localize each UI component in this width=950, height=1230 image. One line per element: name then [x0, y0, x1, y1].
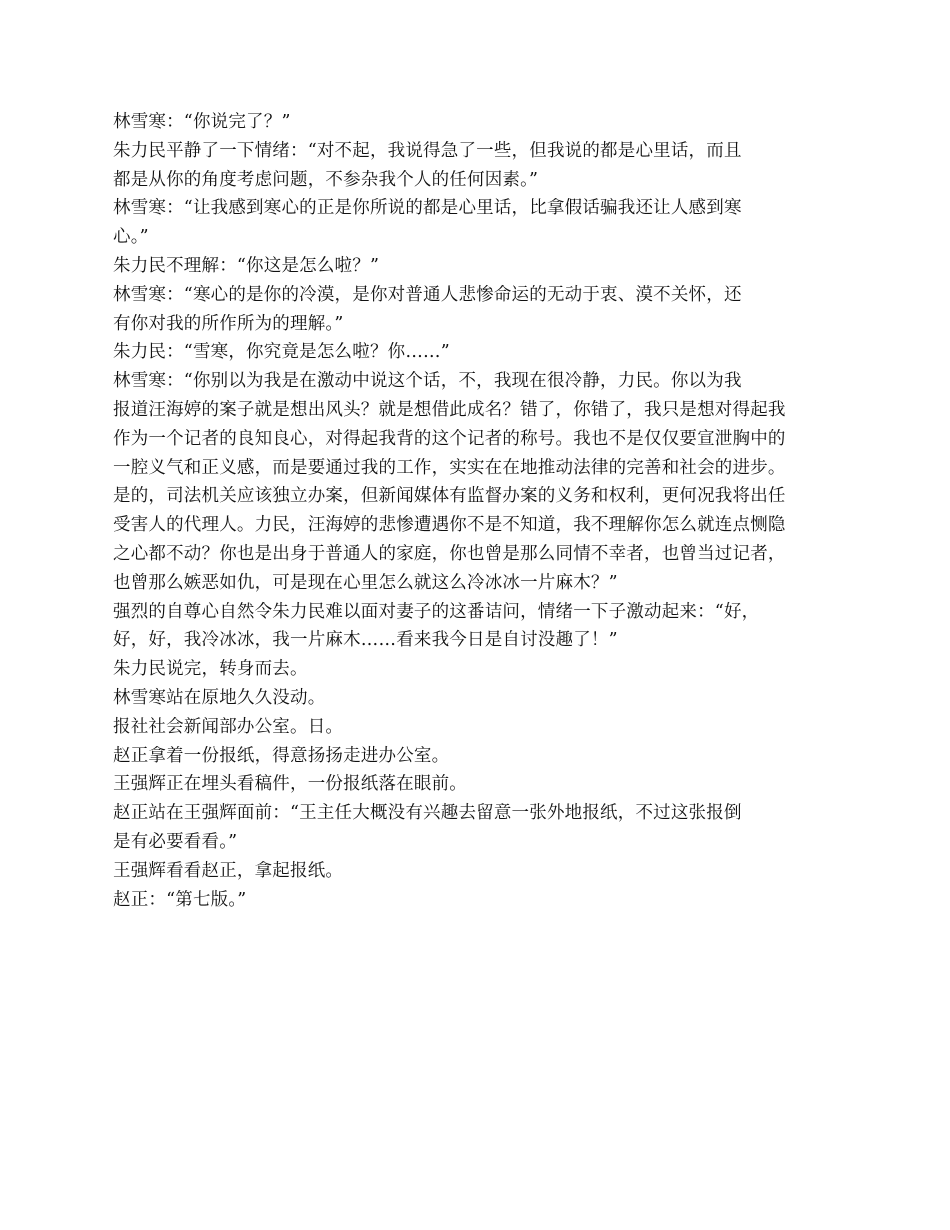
text-line: 朱力民平静了一下情绪：“对不起，我说得急了一些，但我说的都是心里话，而且: [113, 140, 742, 161]
text-line: 一腔义气和正义感，而是要通过我的工作，实实在在地推动法律的完善和社会的进步。: [113, 457, 786, 478]
text-line: 报社社会新闻部办公室。日。: [113, 716, 344, 737]
text-line: 强烈的自尊心自然令朱力民难以面对妻子的这番诘问，情绪一下子激动起来：“好，: [113, 601, 760, 622]
text-line: 赵正站在王强辉面前：“王主任大概没有兴趣去留意一张外地报纸，不过这张报倒: [113, 803, 742, 824]
text-line: 朱力民说完，转身而去。: [113, 659, 308, 680]
text-line: 赵正：“第七版。”: [113, 889, 247, 910]
text-line: 作为一个记者的良知良心，对得起我背的这个记者的称号。我也不是仅仅要宣泄胸中的: [113, 428, 786, 449]
text-line: 林雪寒：“寒心的是你的冷漠，是你对普通人悲惨命运的无动于衷、漠不关怀，还: [113, 284, 742, 305]
text-line: 林雪寒站在原地久久没动。: [113, 687, 326, 708]
text-line: 有你对我的所作所为的理解。”: [113, 313, 344, 334]
text-line: 报道汪海婷的案子就是想出风头？就是想借此成名？错了，你错了，我只是想对得起我: [113, 399, 786, 420]
text-line: 林雪寒：“你别以为我是在激动中说这个话，不，我现在很冷静，力民。你以为我: [113, 371, 742, 392]
text-line: 王强辉正在埋头看稿件，一份报纸落在眼前。: [113, 774, 467, 795]
text-line: 之心都不动？你也是出身于普通人的家庭，你也曾是那么同情不幸者，也曾当过记者，: [113, 543, 786, 564]
text-line: 也曾那么嫉恶如仇，可是现在心里怎么就这么冷冰冰一片麻木？”: [113, 572, 618, 593]
text-line: 都是从你的角度考虑问题，不参杂我个人的任何因素。”: [113, 169, 539, 190]
text-line: 林雪寒：“你说完了？”: [113, 112, 291, 132]
text-line: 心。”: [113, 227, 149, 248]
text-line: 朱力民不理解：“你这是怎么啦？”: [113, 255, 380, 276]
text-line: 好，好，我冷冰冰，我一片麻木……看来我今日是自讨没趣了！”: [113, 630, 618, 651]
text-line: 受害人的代理人。力民，汪海婷的悲惨遭遇你不是不知道，我不理解你怎么就连点恻隐: [113, 515, 786, 536]
text-line: 林雪寒：“让我感到寒心的正是你所说的都是心里话，比拿假话骗我还让人感到寒: [113, 198, 742, 219]
document-page: [113, 108, 833, 914]
text-line: 王强辉看看赵正，拿起报纸。: [113, 860, 344, 881]
text-line: 朱力民：“雪寒，你究竟是怎么啦？你……”: [113, 342, 450, 363]
text-line: 是有必要看看。”: [113, 831, 238, 852]
text-line: 赵正拿着一份报纸，得意扬扬走进办公室。: [113, 745, 450, 766]
text-line: 是的，司法机关应该独立办案，但新闻媒体有监督办案的义务和权利，更何况我将出任: [113, 486, 786, 507]
